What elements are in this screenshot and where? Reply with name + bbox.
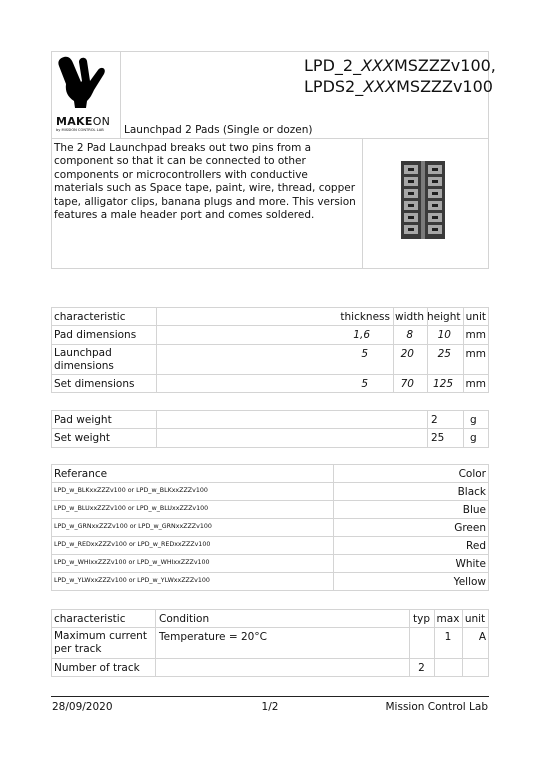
elec-row-label: Maximum current per track <box>54 630 147 656</box>
elec-row-condition: Temperature = 20°C <box>159 631 267 643</box>
code-line2-b: XXX <box>363 77 397 96</box>
dim-row-width: 20 <box>400 348 414 360</box>
hand-logo-icon <box>54 54 118 116</box>
dim-row-height: 125 <box>432 378 453 390</box>
elec-row-unit: A <box>478 631 486 643</box>
dim-header-unit: unit <box>465 311 486 323</box>
ref-color: White <box>455 558 486 570</box>
brand-on: ON <box>92 115 111 128</box>
ref-code: LPD_w_WHIxxZZZv100 or LPD_w_WHIxxZZZv100 <box>54 559 210 566</box>
product-description: The 2 Pad Launchpad breaks out two pins from a component so that it can be connected to other components or microcontrollers with conductive materials such as Space tape, paint, wire, thread, copper tape, alligator clips, banana plugs and more. This version features a male header port and comes soldered. <box>54 142 356 222</box>
product-photo <box>400 160 446 240</box>
ref-code: LPD_w_GRNxxZZZv100 or LPD_w_GRNxxZZZv100 <box>54 523 212 530</box>
ref-header-left: Referance <box>54 468 108 480</box>
dim-row-height: 10 <box>437 329 451 341</box>
dim-row-height: 25 <box>437 348 451 360</box>
footer-page-number: 1/2 <box>261 701 279 713</box>
makeon-logo <box>54 54 118 136</box>
dim-header-thickness: thickness <box>340 311 390 323</box>
dim-row-label: Set dimensions <box>54 378 135 390</box>
elec-header-characteristic: characteristic <box>54 613 126 625</box>
elec-header-condition: Condition <box>159 613 210 625</box>
ref-color: Black <box>457 486 486 498</box>
brand-sub: by MISSION CONTROL LAB <box>56 128 104 132</box>
footer-company: Mission Control Lab <box>385 701 488 713</box>
code-line1-b: XXX <box>361 56 394 75</box>
code-line1-c: MSZZZv100, <box>393 56 496 75</box>
weight-unit: g <box>470 432 477 444</box>
dim-header-height: height <box>427 311 461 323</box>
ref-color: Blue <box>462 504 486 516</box>
dim-row-unit: mm <box>465 348 486 360</box>
elec-header-unit: unit <box>464 613 486 625</box>
dim-row-thickness: 5 <box>361 378 368 390</box>
elec-row-max: 1 <box>444 631 452 643</box>
code-line2-a: LPDS2_ <box>304 77 364 96</box>
code-line2-c: MSZZZv100 <box>396 77 493 96</box>
dim-row-label: Pad dimensions <box>54 329 137 341</box>
weight-label: Set weight <box>54 432 110 444</box>
dim-header-characteristic: characteristic <box>54 311 126 323</box>
dim-row-thickness: 5 <box>361 348 368 360</box>
ref-color: Green <box>454 522 486 534</box>
weight-label: Pad weight <box>54 414 112 426</box>
dim-row-unit: mm <box>465 378 486 390</box>
footer-date: 28/09/2020 <box>52 701 113 713</box>
dim-row-thickness: 1,6 <box>353 329 370 341</box>
ref-color: Yellow <box>453 576 486 588</box>
weight-value: 2 <box>431 414 438 426</box>
ref-color: Red <box>466 540 486 552</box>
dim-row-label: Launchpad dimensions <box>54 347 114 373</box>
dim-row-width: 70 <box>400 378 414 390</box>
elec-row-typ: 2 <box>418 662 425 674</box>
product-code-line1 <box>304 58 496 74</box>
ref-code: LPD_w_REDxxZZZv100 or LPD_w_REDxxZZZv100 <box>54 541 211 548</box>
weight-unit: g <box>470 414 477 426</box>
elec-row-label: Number of track <box>54 662 140 674</box>
elec-header-max: max <box>436 613 460 625</box>
product-code-line2 <box>304 79 493 95</box>
weight-value: 25 <box>431 432 445 444</box>
ref-code: LPD_w_BLKxxZZZv100 or LPD_w_BLKxxZZZv100 <box>54 487 208 494</box>
ref-header-right: Color <box>458 468 486 480</box>
launchpad-board-image <box>400 160 446 240</box>
dim-header-width: width <box>395 311 424 323</box>
dim-row-unit: mm <box>465 329 486 341</box>
dim-row-width: 8 <box>406 329 413 341</box>
product-name: Launchpad 2 Pads (Single or dozen) <box>124 124 313 136</box>
ref-code: LPD_w_BLUxxZZZv100 or LPD_w_BLUxxZZZv100 <box>54 505 209 512</box>
ref-code: LPD_w_YLWxxZZZv100 or LPD_w_YLWxxZZZv100 <box>54 577 210 584</box>
code-line1-a: LPD_2_ <box>304 56 362 75</box>
brand-make: MAKE <box>56 115 93 128</box>
elec-header-typ: typ <box>413 613 430 625</box>
